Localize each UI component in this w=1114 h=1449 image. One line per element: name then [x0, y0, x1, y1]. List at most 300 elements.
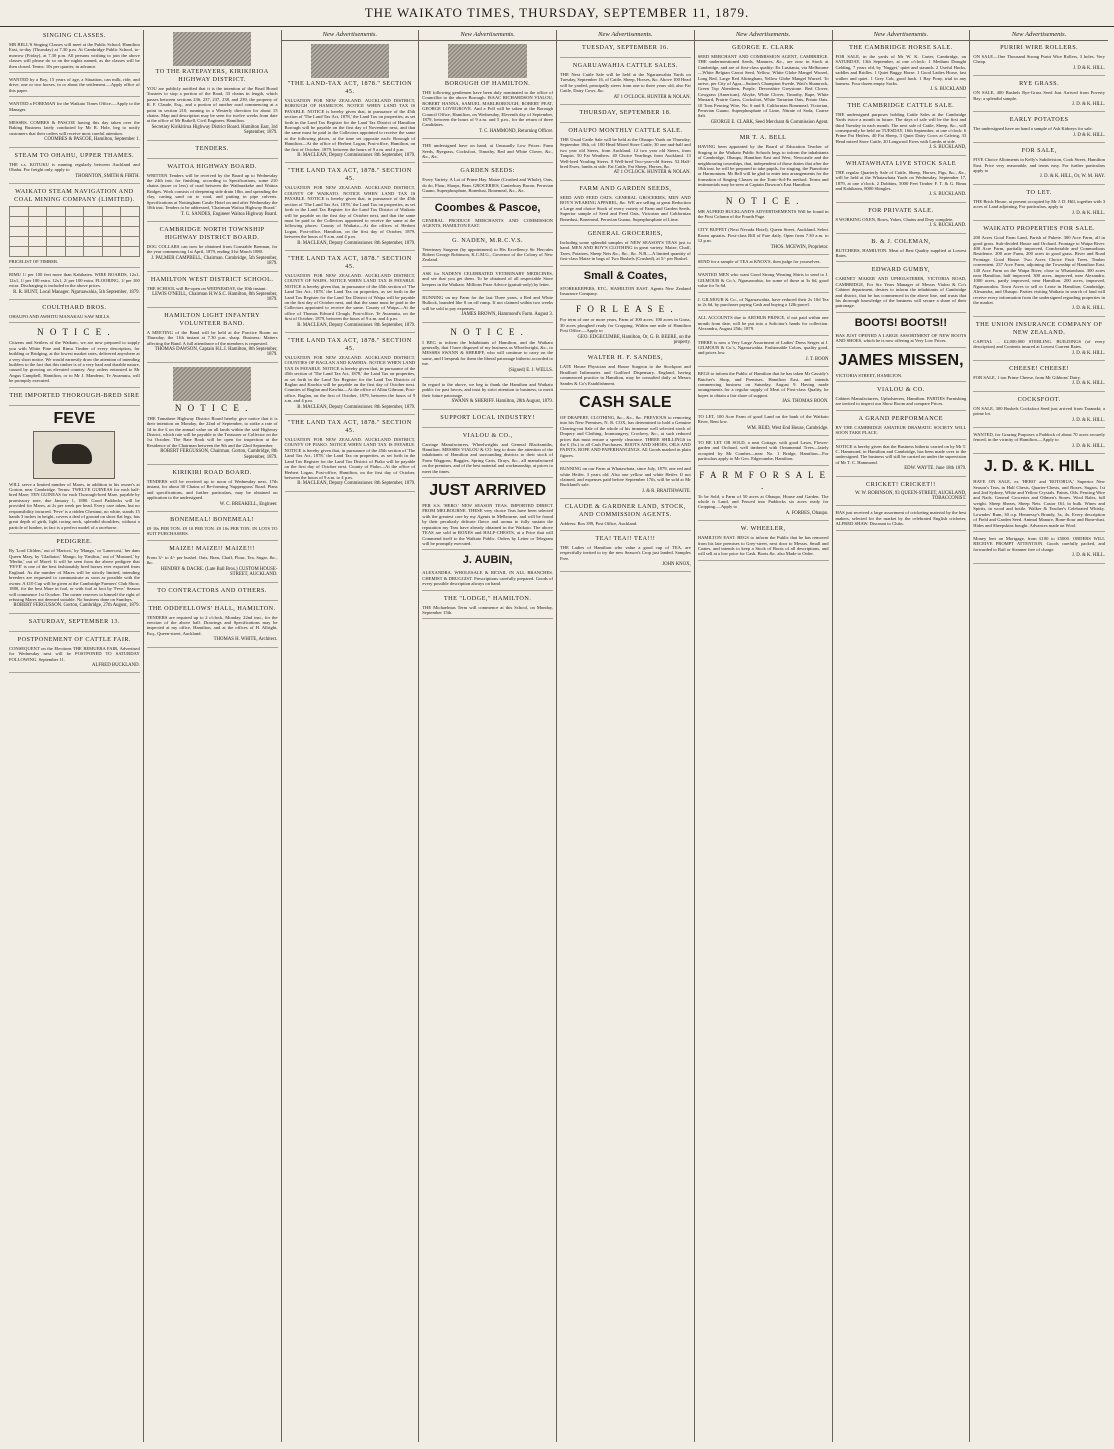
advertisement-title: CLAUDE & GARDNER LAND, STOCK, AND COMMISSION AGENTS. [564, 503, 686, 519]
advertisement [836, 160, 967, 203]
advertisement-signature: W. W. ROBINSON, 93 QUEEN-STREET, AUCKLAND, TOBACCONIST. [855, 490, 967, 502]
table-cell [47, 216, 66, 226]
advertisement [422, 44, 553, 139]
advertisement-title: "THE LAND TAX ACT, 1878." SECTION 45. [287, 419, 412, 435]
advertisement-body: Money lent on Mortgage, from £100 to £5000. ORDERS WILL RECEIVE PROMPT ATTENTION. Goods carefully packed, and forwarded to Rail or Steamer free of charge. [973, 535, 1105, 552]
advertisement [560, 535, 691, 573]
advertisement [698, 470, 829, 522]
advertisement-title: Coombes & Pascoe, [434, 201, 541, 214]
advertisement-title: TO THE RATEPAYERS, KIRIKIRIOA HIGHWAY DISTRICT. [155, 68, 269, 83]
advertisement-title: WALTER H. F. SANDES, [587, 354, 664, 362]
advertisement-body: LATE House Physician and House Surgeon to the Stockport and Bradford Infirmaries and Guilford Dispensary, England, having commenced practice in Hamilton, may be consulted daily at Messrs Sandes & Co's Establishment. [560, 364, 691, 386]
advertisement [147, 516, 278, 541]
advertisement-title: W. WHEELER, [740, 525, 786, 533]
advertisement [285, 44, 416, 163]
advertisement-title: PURIRI WIRE ROLLERS. [1000, 44, 1079, 51]
advertisement [560, 466, 691, 499]
advertisement-title: TO CONTRACTORS AND OTHERS. [157, 586, 267, 594]
table-cell [28, 206, 47, 216]
advertisement [836, 266, 967, 312]
advertisement-signature: J. S. BUCKLAND. [929, 223, 967, 229]
column-heading: New Advertisements. [282, 30, 419, 41]
advertisement-title: THE UNION INSURANCE COMPANY OF NEW ZEALAND. [975, 320, 1103, 336]
advertisement-body: VALUATION FOR NEW ZEALAND. AUCKLAND DISTRICT, COUNTIES OF RAGLAN AND KAWHIA. NOTICE WHEN LAND TAX IS PAYABLE. NOTICE is hereby given that, in pursuance of the 45th section of 'The Land Tax Act, 1878,' the Land Tax on properties, as set forth in the Land Tax Register for the Land Tax Districts of Raglan and Kawhia will be payable on the first day of October next. Counties of Raglan and Kawhia—At the office of Allan Gilmour, Post-office, Raglan, on the first of October, 1879, between the hours of 9 a.m. and 4 p.m. [284, 355, 416, 404]
advertisement-title: POSTPONEMENT OF CATTLE FAIR. [17, 635, 132, 643]
advertisement-title: N O T I C E . [450, 326, 525, 337]
advertisement-body: TO LET, 100 Acre Farm of good Land on the bank of the Waikato River, Rent low. [697, 413, 829, 425]
advertisement [147, 32, 278, 141]
advertisement [973, 147, 1105, 185]
advertisement [9, 304, 140, 323]
advertisement-title: FOR SALE, [1021, 147, 1057, 155]
advertisement [422, 167, 553, 197]
table-cell [84, 226, 103, 236]
advertisement-title: F A R M F O R S A L E . [699, 469, 827, 491]
advertisement-signature: T. G. SANDES, Engineer Waitoa Highway Board. [180, 211, 278, 217]
advertisement [836, 481, 967, 507]
advertisement-body: 200 Acres Good Farm Land, Parish of Pukete. 300 Acre Farm, all in good grass. Sub-divided House and Orchard. Frontage to Waipa River. 400 Acre Farm, partially improved, Comfortable and Commodious Residence. 200 acre Farm, 200 acres in good grass. River and Road Frontage. Good House. Two Acres Choice Fruit Trees. Timber convenient. 237 Acre Farm, adjoining the Township of Hamilton East. 140 Acre Farm on the Waipa River, close to Whatawhata. 300 acres near Hamilton, half improved. 300 acres, improved, near Alexandra. 1000 acres, partly improved, near Hamilton. 200 acres, improved, Ngaruawahia. Town Acres to sell or Lease in Hamilton, Cambridge, Alexandra, and Ohaupo. Parties visiting Waikato in search of land will receive every information from the undersigned regarding properties in the market. [973, 235, 1105, 305]
advertisement-title: MAIZE! MAIZE!! MAIZE!!! [169, 544, 255, 552]
table-cell [102, 236, 121, 246]
advertisement-body: Veterinary Surgeon (by appointment) to His Excellency Sir Hercules Robert George Robinson, K.C.M.G., Governor of the Colony of New Zealand. [422, 246, 553, 263]
advertisement-signature: J. D. & K. HILL. [1071, 102, 1105, 108]
advertisement-body: To be Sold, a Farm of 50 acres at Ohaupo, House and Garden. The whole is Land, and Fenced into Paddocks six acres ready for Cropping.—Apply to [697, 493, 829, 510]
advertisement-signature: B. MACLEAN, Deputy Commissioner. 8th September, 1879. [297, 404, 416, 410]
advertisement-signature: EDW. WAYTE. June 18th 1879. [904, 466, 967, 472]
advertisement-title: VIALOU & CO. [876, 386, 925, 393]
advertisement-body: HAS just received a large assortment of cricketing material by the best makers, selected for the market by the celebrated English cricketer, ALFRED SHAW. Discount to Clubs. [835, 510, 967, 527]
advertisement-body: BUTCHERS, HAMILTON. Meat of Best Quality supplied at Lowest Rates. [835, 247, 967, 258]
advertisement [973, 44, 1105, 76]
advertisement-signature: R. R. HUNT, Local Manager. Ngaruawahia, 5th September, 1879. [13, 289, 140, 295]
advertisement-body: BEGS to inform the Public of Hamilton that he has taken Mr Cassidy's Butcher's Shop, and Premises, Hamilton East, and intends commencing business on Saturday, August 9. Having made arrangements for a regular supply of Meat of First-class Quality, he hopes to obtain a fair share of support. [697, 371, 829, 398]
advertisement [698, 315, 829, 335]
advertisement-body: Cabinet Manufacturers, Upholsterers, Hamilton. PARTIES Furnishing are invited to inspect our Show Room and compare Prices. [835, 396, 967, 407]
advertisement-title: A GRAND PERFORMANCE [858, 414, 944, 422]
advertisement-signature: W. C. BREAKELL, Engineer. [219, 501, 278, 507]
advertisement [836, 207, 967, 234]
advertisement-title: HAMILTON WEST DISTRICT SCHOOL. [150, 275, 274, 283]
table-cell [10, 206, 29, 216]
advertisement [698, 134, 829, 191]
advertisement [422, 202, 553, 233]
advertisement-title: GENERAL GROCERIES, [587, 229, 663, 237]
advertisement-signature: GEO. EDGECUMBE, Hamilton, Or, G. B. BEERE, on the property. [577, 334, 691, 345]
advertisement-body: THE following gentlemen have been duly nominated to the office of Councillor to the above Borough: ISAAC RICHARDSON VIALOU, ROBERT HANNA, SAMUEL MARLBOROUGH, ROBERT PEAT, GEORGE LOVEGROVE. And a Poll will be taken at the Borough Council Office, Hamilton, on Wednesday, Eleventh day of September, 1879, between the hours of 9 a.m. and 5 p.m., for the return of three Candidates. [422, 90, 553, 128]
advertisement-title: HAMILTON LIGHT INFANTRY VOLUNTEER BAND. [164, 311, 261, 327]
table-cell [102, 216, 121, 226]
advertisement [973, 365, 1105, 392]
advertisement-body: HAS JUST OPENED A LARGE ASSORTMENT OF NEW BOOTS AND SHOES, which he is now offering at Very Low Prices. [835, 332, 967, 344]
advertisement [422, 327, 553, 378]
advertisement-title: WAIKATO PROPERTIES FOR SALE. [983, 225, 1096, 233]
advertisement [698, 371, 829, 409]
advertisement-title: NGARUAWAHIA CATTLE SALES. [572, 62, 679, 69]
table-cell [47, 206, 66, 216]
advertisement-signature: J. D. & K. HILL. [1071, 417, 1105, 423]
advertisement-signature: HENDRY & DACRE. (Late Ball Bros.) CUSTOM HOUSE-STREET, AUCKLAND. [160, 566, 278, 578]
advertisement [560, 109, 691, 123]
advertisement-signature: SWANN & SHERIFF. Hamilton, 28th August, 1879. [451, 399, 553, 405]
advertisement [973, 116, 1105, 143]
table-cell [47, 236, 66, 246]
advertisement-title: F O R L E A S E . [576, 304, 675, 315]
advertisement-body: By 'Lord Clifden,' out of 'Haricot,' by 'Mango,' or 'Lanercost,' her dam Queen Mary, by 'Gladiator;' Mango, by 'Emilius,' out of 'Mustard,' by 'Merlin,' out of Morel. It will be seen from the above pedigree that 'FEVE' is one of the best fashionably bred horses ever exported from England. As the number of Mares will be strictly limited, intending breeders are requested to communicate as soon as possible with the owner. A £10 Cup will be given at the Cambridge Farmers' Club Show, 1880, for the best Mare in foal, or with foal at foot by 'Feve.' Season will commence 1st October. The owner reserves to himself the right of refusing Mares not deemed suitable. No business done on Sundays. [9, 548, 140, 602]
advertisement-title: COCKSFOOT. [1017, 395, 1061, 403]
table-cell [121, 236, 140, 246]
advertisement [9, 32, 140, 73]
advertisement-signature: J. D & K. HILL. [1073, 65, 1105, 71]
advertisement-body: FOR SALE, in the yards of Mr W. K. Carter, Cambridge, on SATURDAY, 13th September, at one o'clock: 1 Medium Draught Gelding, 7 years old, by 'Nugget,' quiet and staunch. 2 Useful Hacks, saddles and Bridles. 1 Quiet Buggy Horse. 1 Good Ladies Horse, fast walker and quiet. 1 Grey Cob, good hack. 1 Bay Pony, trial in any harness. Four dozen empty Sacks. [835, 54, 967, 87]
advertisement-signature: JAMES BROWN, Hammond's Farm. August 3. [461, 312, 553, 318]
advertisement-body: Carriage Manufacturers, Wheelwrights and General Blacksmiths, Hamilton. MESSRS VIALOU & CO. beg to draw the attention of the inhabitants of Hamilton and surrounding districts to their stock of Farm Waggons, Buggies, Spring Carts, Drays, &c., all manufactured on the premises, and of the best material and workmanship, at prices to meet the times. [422, 441, 553, 474]
advertisement-body: CONSEQUENT on the Elections THE REMUERA FAIR, Advertised for Wednesday next will be POSTPONED TO SATURDAY FOLLOWING. September 11. [9, 645, 140, 662]
table-cell [28, 226, 47, 236]
advertisement-title: FEVE [53, 409, 96, 427]
advertisement-title: CRICKET! CRICKET!! [866, 480, 936, 488]
advertisement-title: WHATAWHATA LIVE STOCK SALE [845, 159, 956, 167]
advertisement-body: NOTICE is hereby given that the Business hitherto carried on by Mr T. C. Hammond, in Hamilton and Cambridge, has been made over to the undersigned. The business will still be carried on under the supervision of Mr T. C. Hammond. [835, 443, 967, 465]
advertisement [422, 271, 553, 291]
advertisement-signature: J. D. & K. HILL. [1071, 210, 1105, 216]
advertisement-body: HAMILTON EAST. BEGS to inform the Public that he has removed from his late premises to Grey-street, next door to Messrs. Small and Coates, and intends to keep a Stock of Boots of all descriptions, and will sell at a low price for Cash. Boots &c. also Made to Order. [697, 535, 829, 557]
advertisement-title: SUPPORT LOCAL INDUSTRY! [440, 413, 535, 421]
advertisement-body: RIMU 1/ per 100 feet more than Kahikatea. WIRE BOARDS, 12x1, 12x1, 1/ per 100 extra. 12x1, 2/ per 100 extra. FLOORING, 1/ per 100 extra. Discharging is included in the above prices. [9, 272, 140, 289]
advertisement-body: THE Michaelmas Term will commence at this School, on Monday, September 15th. [422, 604, 553, 615]
table-cell [84, 246, 103, 256]
advertisement-title: MR T. A. BELL [739, 134, 787, 142]
advertisement [422, 414, 553, 428]
advertisement [973, 458, 1105, 532]
table-cell [102, 246, 121, 256]
advertisement-title: CHEESE! CHEESE! [1009, 365, 1070, 372]
advertisement-title: G. NADEN, M.R.C.V.S. [452, 236, 524, 244]
advertisement-signature: THOMAS DAWSON, Captain H.L.I. Hamilton, 8th September, 1879. [154, 346, 278, 358]
column-8 [970, 30, 1108, 1442]
advertisement [698, 259, 829, 268]
column-heading: New Advertisements. [557, 30, 694, 41]
advertisement-title: THURSDAY, SEPTEMBER 18. [579, 109, 672, 117]
advertisement-title: VIALOU & CO., [462, 431, 513, 439]
advertisement [973, 80, 1105, 112]
advertisement-title: BOOTS! BOOTS!! [854, 316, 948, 329]
advertisement [147, 367, 278, 465]
advertisement-signature: J. S. BUCKLAND [930, 87, 967, 93]
table-cell [121, 216, 140, 226]
advertisement [560, 394, 691, 462]
advertisement-body: TENDERS will be received up to noon of Wednesday next, 17th instant, for about 30 Chains of Re-forming 'Suppergrass' Road. Plans and specifications, and further particulars, may be obtained on application to the undersigned. [146, 479, 278, 501]
advertisement-signature: J. D. & K. HILL. [1071, 381, 1105, 387]
advertisement-body: MR ALFRED BUCKLAND'S ADVERTISEMENTS Will be found in the First Column of the Fourth Page. [697, 208, 829, 219]
advertisement-signature: THOS. MCEWIN, Proprietor. [770, 244, 829, 250]
advertisement-body: THE undersigned have on hand, at Unusually Low Prices: Farm Seeds, Ryegrass, Cocksfoot, Timothy, Red and White Clover, &c., &c., &c. [422, 143, 553, 160]
table-cell [10, 246, 29, 256]
advertisement-body: The undersigned have on hand a sample of Ash Kidneys for sale. [973, 126, 1093, 132]
table-cell [65, 246, 84, 256]
advertisement-title: THE CAMBRIDGE HORSE SALE. [849, 44, 953, 51]
woodcut-ornament [173, 367, 251, 401]
advertisement-signature: A. FORBES, Ohaupo. [785, 510, 829, 516]
advertisement-body: CITY BUFFET (Next Nevada Hotel), Queen Street, Auckland. Select Room upstairs. First-class Bill of Fare daily. Open from 7.30 a.m. to 12 p.m. [697, 227, 829, 244]
advertisement-signature: B. MACLEAN, Deputy Commissioner. 8th September, 1879. [297, 240, 416, 246]
advertisement [698, 340, 829, 368]
advertisement-body: YOU are publicly notified that it is the intention of the Road Board Trustees to stop a portion of the Road, 33 chains in length, which passes between sections 236, 237, 237, 238, and 239, the property of R. F. Claude, Esq., and a portion of another road commencing at a point in section 210, running in a Westerly direction for about 15 chains. Map and description may be seen for twelve weeks from date at the office of Mr Brakell, Civil Engineer, Hamilton. [146, 86, 278, 124]
advertisement-title: SINGING CLASSES. [42, 32, 106, 39]
advertisement-signature: ALFRED BUCKLAND. [92, 662, 140, 668]
advertisement-signature: T. C. HAMMOND, Returning Officer. [479, 128, 553, 134]
advertisement-title: STEAM TO OHAHU, UPPER THAMES. [14, 151, 135, 159]
advertisement-title: RYE GRASS. [1019, 80, 1060, 88]
table-cell [65, 226, 84, 236]
advertisement-body: VALUATION FOR NEW ZEALAND. AUCKLAND DISTRICT, COUNTY OF WAIKATO. NOTICE WHEN LAND TAX IS PAYABLE. NOTICE is hereby given that, in pursuance of the 45th section of 'The Land Tax Act, 1878,' the Land Tax on properties, as set forth in the Land Tax Register for the Land Tax District of Waikato will be payable on the first day of October next, and that the same must be paid to the Collectors appointed to receive the same at the following places: County of Waikato—At the offices of Herbert Logan, Post-office, Hamilton, on the first day of October, 1879, between the hours of 9 a.m. and 4 p.m. [284, 185, 416, 240]
advertisement [698, 440, 829, 466]
advertisement-signature: J. D. & K. HILL. [1071, 443, 1105, 449]
advertisement-title: TEA! TEA!! TEA!!! [595, 534, 656, 542]
woodcut-ornament [173, 32, 251, 66]
advertisement [836, 386, 967, 411]
advertisement-body: ALEXANDRA. WHOLESALE & RETAIL IN ALL BRANCHES. CHEMIST & DRUGGIST. Prescriptions carefully prepared. Goods of every possible description always on hand. [422, 570, 553, 587]
table-cell [121, 206, 140, 216]
advertisement-body: WANTED MEN who want Good Strong Wearing Shirts to send to J. GILMOUR & Co.'s, Ngaruawahia, for some of those at 3s 6d, good value for 5s 6d. [697, 272, 829, 289]
advertisement-title: EARLY POTATOES [1009, 116, 1069, 124]
advertisement-signature: WM. REID, West End House, Cambridge. [747, 425, 829, 431]
advertisement [836, 44, 967, 98]
advertisement [285, 255, 416, 333]
advertisement-body: THE regular Quarterly Sale of Cattle, Sheep, Horses, Pigs, &c., &c., will be held at the Whatawhata Yards on Wednesday, September 17, 1879, at one o'clock. 2 Dobbins, 5000 Feet Timber F. T. & G. Rimu and Kahikatea, 8000 Shingles. [835, 169, 967, 191]
column-heading: New Advertisements. [833, 30, 970, 41]
advertisement [698, 414, 829, 436]
advertisement-signature: J. PALMER CAMPBELL, Chairman. Cambridge, 5th September, 1879. [151, 255, 278, 267]
advertisement [147, 226, 278, 272]
advertisement [973, 321, 1105, 361]
column-7 [833, 30, 971, 1442]
table-cell [65, 236, 84, 246]
advertisement [285, 167, 416, 250]
advertisement-signature: J. D. & K. HILL. [1071, 350, 1105, 356]
advertisement-body: VALUATION FOR NEW ZEALAND. AUCKLAND DISTRICT, COUNTY OF WAIPA. NOTICE WHEN LAND TAX IS PAYABLE. NOTICE is hereby given that, in pursuance of the 45th section of 'The Land Tax Act, 1878,' the Land Tax on properties, as set forth in the Land Tax Register for the Land Tax District of Waipa will be payable on the first day of October next, and that the same must be paid to the Collectors appointed to receive the same. County of Waipa—At the office of Thomas Edward Clough, Post-office, Te Awamutu, on the first of October, 1879, between the hours of 9 a.m. and 4 p.m. [284, 272, 416, 322]
advertisement-signature: B. MACLEAN, Deputy Commissioner. 8th September, 1879. [297, 481, 416, 487]
advertisement-body: ON SALE, 400 Bushels Rye-Grass Seed Just Arrived from Poverty Bay; a splendid sample. [973, 90, 1105, 101]
advertisement-body: SEND for a sample of TEA at KNOX'S, then judge for yourselves. [697, 258, 821, 264]
advertisement [973, 536, 1105, 564]
advertisement-body: SEED MERCHANT AND COMMISSION AGENT, CAMBRIDGE. THE undermentioned Seeds, Manures, &c., are now in Stock at Cambridge, and are of first-class quality: Ex Lusitania, via Melbourne—White Belgian Carrot Seed, Yellow, White Globe Mangel Wurzel, Long Red, Large Red Altringham, Yellow Globe Mangel Wurzel. To arrive, per City of Agra—Sutton's Champion Swede, Watt's Shamrock, Green Top Aberdeen, Purple, Devonshire Greystone. Red Clover, Cowgrass (American), Alsyke, White Clover, Timothy, Rape, White Mustard, Prairie Grass, Cocksfoot, White Tartarian Oats, Potato Oats. 10 Tons Fencing Wire, No. 6 and 8. Californian Bonemeal, Victorian, Peruvian Guano, Superphosphate of Lime, Nitrate of Soda, Coarse Salt. [697, 54, 829, 119]
advertisement-title: N O T I C E . [37, 327, 112, 338]
advertisement-body: £9 10s PER TON. £9 10 PER TON. £9 10s PER TON. IN LOTS TO SUIT PURCHASERS. [146, 526, 278, 537]
advertisement-body: WANTED a FOREMAN for the Waikato Times Office.—Apply to the Manager. [9, 101, 140, 112]
advertisement [836, 415, 967, 440]
advertisement-signature: AT 1 O'CLOCK. HUNTER & NOLAN. [613, 170, 691, 176]
advertisement [560, 230, 691, 266]
advertisement [560, 44, 691, 58]
advertisement [560, 304, 691, 350]
advertisement-title: BONEMEAL! BONEMEAL! [170, 516, 255, 524]
advertisement-body: ON SALE—One Thousand Strong Puriri Wire Rollers, 3 holes. Very Cheap. [973, 54, 1105, 65]
advertisement-body: THE s.s. KOTUKU is running regularly between Auckland and Ohahu. For freight only, apply to [9, 161, 140, 173]
advertisement-body: RUNNING on our Farm at Whatawhata, since July, 1879, one red and white Heifer, 3 years old. Also one yellow and white Heifer. If not claimed, and expenses paid before September 17th, will be sold at Mr Buckland's sale. [560, 466, 691, 488]
table-cell [102, 206, 121, 216]
advertisement [836, 352, 967, 382]
advertisement-body: OF DRAPERY, CLOTHING, &c., &c., &c. PREVIOUS to removing into his New Premises, N. R. COX, has determined to hold a Genuine Clearing-out Sale of the whole of his immense well selected stock of Drapery and Clothing, Ironmongery, Crockery, &c., at such reduced prices that must ensure a speedy clearance. THREE SHILLINGS in the £ (3s.) to all Cash Purchasers. BOOTS AND SHOES, OILS AND PAINTS, ROPE AND PAPERHANGINGS. All Goods marked in plain figures. [560, 415, 691, 458]
table-cell [10, 226, 29, 236]
advertisement-body: TENDERS are required up to 2 o'clock, Monday, 22nd inst., for the erection of the above hall. Drawings and Specifications may be inspected at my office, Hamilton, and at the offices of H. Allright, Esq., Queen-street, Auckland. [146, 614, 278, 636]
advertisement-body: THE SCHOOL will Re-open on WEDNESDAY, the 10th instant. [146, 285, 267, 291]
advertisement-signature: J. & R. BRAITHWAITE. [641, 488, 691, 494]
advertisement-body: STOREKEEPERS, ETC., HAMILTON EAST. Agents New Zealand Insurance Company. [560, 285, 691, 296]
column-heading: New Advertisements. [695, 30, 832, 41]
table-cell [28, 216, 47, 226]
advertisement [9, 101, 140, 116]
advertisement-signature: LEWIS O'NEILL, Chairman H.W.S.C. Hamilton, 8th September, 1879. [152, 291, 278, 303]
advertisement [836, 510, 967, 530]
table-cell [47, 226, 66, 236]
advertisement-title: "THE LAND TAX ACT, 1878." SECTION 45. [287, 167, 412, 183]
advertisement-body: THE undersigned purposes holding Cattle Sales at the Cambridge Yards twice a month in future. The days of sale will be the first and third Tuesday in each month. The next sale of Cattle, Sheep, &c., will consequently be held on TUESDAY, 16th September, at one o'clock: 6 Prime Fat Heifers, 40 Fat Sheep, 3 Quiet Dairy Cows at Calving, 33 Head mixed Store Cattle, 20 Longwool Ewes with Lambs at side. [835, 111, 967, 144]
advertisement-title: N O T I C E . [725, 195, 801, 206]
advertisement [973, 189, 1105, 221]
advertisement [836, 238, 967, 263]
advertisement-body: WANTED by a Boy, 15 years of age, a Situation, can milk, ride, and drive, one or two horses, in or about the settlement.—Apply office of this paper. [9, 77, 140, 93]
advertisement-body: VALUATION FOR NEW ZEALAND. AUCKLAND DISTRICT, COUNTY OF PIAKO. NOTICE WHEN LAND TAX IS PAYABLE. NOTICE is hereby given that, in pursuance of the 45th section of 'The Land Tax Act, 1878,' the Land Tax on properties, as set forth in the Land Tax Register for the Land Tax District of Piako will be payable on the first day of October next. County of Piako—At the office of Herbert Logan, Post-office, Hamilton, on the first day of October, between the hours of 9 a.m. to 4 p.m. [284, 437, 416, 480]
advertisement-signature: JOHN KNOX, [662, 561, 691, 567]
advertisement-body: Every Variety. A Lot of Prime Hay. Maize (Crushed and Whole), Oats, do do, Flour, Sharps, Bran. GROCERIES, Canterbury Bacon. Peruvian Guano, Superphosphate, Bonedust, Bonemeal, &c., &c. [422, 177, 553, 194]
table-cell [65, 206, 84, 216]
advertisement-body: VICTORIA STREET, HAMILTON. [835, 372, 903, 378]
advertisement-body: THE Tamahere Highway District Board hereby give notice that it is their intention on Monday, the 22nd of September, to strike a rate of 1d in the £ on the annual value on all lands within the said Highway District, which rate will be payable to the Treasurer or Collector on the 1st October. The Rate Book will be open for inspection at the Residence of the Chairman between the 9th and the 22nd September. [146, 415, 278, 448]
table-cell [10, 216, 29, 226]
advertisement-signature: J. S. BUCKLAND. [929, 192, 967, 198]
advertisement-signature: THORNTON, SMITH & FIRTH. [75, 173, 140, 179]
advertisement [422, 143, 553, 163]
advertisement-body: MESSRS. COMBES & PASCOE having this day taken over the Baking Business lately conducted by Mr R. Hole, beg to notify customers that their orders will receive most careful attention. [9, 120, 140, 136]
advertisement-title: J. AUBIN, [462, 554, 513, 567]
advertisement [9, 410, 140, 535]
advertisement-signature: J. T. BOON [805, 356, 829, 362]
advertisement [422, 295, 553, 323]
advertisement [9, 392, 140, 406]
advertisement [698, 44, 829, 130]
advertisement [9, 636, 140, 674]
advertisement-title: JAMES MISSEN, [838, 351, 964, 369]
advertisement-title: TO LET. [1026, 188, 1052, 196]
advertisement-body: VALUATION FOR NEW ZEALAND. AUCKLAND DISTRICT, BOROUGH OF HAMILTON. NOTICE WHEN LAND TAX IS PAYABLE. NOTICE is hereby given that, in pursuance of the 45th section of 'The Land Tax Act, 1878,' the Land Tax on properties, as set forth in the Land Tax Register for the Land Tax District of Hamilton Borough will be payable on the first day of November next, and that the same must be paid to the Collectors appointed to receive the same at the following places, at the time set opposite each: Borough of Hamilton—At the office of Herbert Logan, Post-office, Hamilton, on the first of October, 1879, between the hours of 9 a.m. and 4 p.m. [284, 98, 416, 152]
advertisement-body: THE Brick House, at present occupied by Mr J. D. Hill, together with 3 acres of Land adjoining. For particulars, apply to [973, 198, 1105, 210]
columns-grid [6, 30, 1108, 1442]
advertisement-body: WANTED, for Grazing Purposes a Paddock of about 70 acres securely fenced, in the vicinity of Hamilton.—Apply to [973, 432, 1105, 443]
advertisement-body: RUNNING on my Farm for the last Three years, a Red and White Bullock, branded like 8 on off rump. If not claimed within two weeks will be sold to pay expenses. [422, 294, 553, 311]
advertisement [698, 525, 829, 561]
advertisement [560, 354, 691, 390]
advertisement-signature: JAS. THOMAS BOON. [781, 399, 829, 405]
advertisement-title: B. & J. COLEMAN, [871, 237, 931, 245]
advertisement-title: CAMBRIDGE NORTH TOWNSHIP HIGHWAY DISTRICT BOARD. [159, 225, 265, 241]
advertisement [560, 185, 691, 226]
advertisement-title: "THE LAND TAX ACT, 1878." SECTION 45. [287, 337, 412, 352]
advertisement-body: THE Ladies of Hamilton who value a good cup of TEA, are respectfully invited to try the new Season's Crop just landed. Samples Free. [560, 544, 691, 561]
advertisement [422, 432, 553, 478]
advertisement [698, 272, 829, 292]
advertisement-signature: ROBERT FERGUSSON. Gorton, Cambridge, 27th August, 1879. [13, 603, 140, 609]
advertisement-title: JUST ARRIVED [429, 482, 546, 500]
advertisement [836, 317, 967, 348]
advertisement [698, 227, 829, 255]
advertisement-body: Citizens and Settlers of the Waikato, we are now prepared to supply you with White Pine and Rimu Timber of every description, for building or Bridging, at the lowest market rates, delivered anywhere at a very short notice. We would earnestly draw the attention of intending builders to the fact that this timber is of a very hard and durable nature, caused by growing on elevated country. Any orders entrusted to Mr Angus Campbell, Hamilton, or to Mr J. Mandeno, Te Awamutu, will be promptly executed. [9, 340, 140, 384]
advertisement-title: "THE LAND-TAX ACT, 1878." SECTION 45. [287, 80, 413, 95]
advertisement-body: J. GILMOUR & Co., of Ngaruawahia, have reduced their 2s 10d Tea to 2s 6d, by purchaser paying Cash and buying a 12lb parcel. [697, 296, 829, 307]
advertisement-signature: J. D. & K. HILL. [1071, 306, 1105, 312]
advertisement [9, 77, 140, 97]
column-2 [144, 30, 282, 1442]
advertisement [560, 62, 691, 105]
advertisement-body: BY THE CAMBRIDGE AMATEUR DRAMATIC SOCIETY WILL SOON TAKE PLACE. [835, 424, 967, 436]
column-3 [282, 30, 420, 1442]
advertisement-body: FIVE Choice Allotments in Kelly's Subdivision, Cook Street, Hamilton East. Price very reasonable, and terms easy. For further particulars apply to [973, 157, 1105, 174]
advertisement [836, 102, 967, 156]
advertisement-signature: J. S. BUCKLAND, [929, 145, 967, 151]
advertisement-signature: J. D. & K. HILL. [1071, 553, 1105, 559]
advertisement-body: For term of one or more years, Farm of 300 acres. 100 acres in Grass, 30 acres ploughed ready for Cropping. Within one mile of Hamilton Post Office.—Apply to [560, 317, 691, 334]
table-cell [121, 226, 140, 236]
advertisement-body: MR BELL'S Singing Classes will meet at the Public School, Hamilton East, to-day (Thursday) at 7.30 p.m. At Cambridge Public School, to-morrow (Friday), at 7.30 p.m. All persons wishing to join the above classes will please do so on the nights named, as the classes will be then closed. Terms: 10s per quarter, in advance. [9, 42, 140, 69]
advertisement-signature: ROBERT FERGUSSON, Chairman. Gorton, Cambridge, 8th September, 1879. [160, 449, 278, 460]
advertisement [973, 396, 1105, 428]
advertisement [147, 605, 278, 648]
advertisement-title: CASH SALE [579, 394, 672, 411]
advertisement [422, 382, 553, 410]
advertisement [285, 337, 416, 415]
advertisement [9, 120, 140, 148]
table-cell [47, 246, 66, 256]
advertisement [560, 503, 691, 530]
advertisement-signature: J. D. & K. HILL, Or, W. M. HAY. [1039, 174, 1105, 180]
advertisement-body: THE Next Cattle Sale will be held at the Ngaruawahia Yards on Tuesday, September 16, of Cattle, Sheep, Horses, &c. Above 100 Head will be yarded, principally steers from one to three years old, also Fat Cattle, Dairy Cows, &c. [560, 72, 691, 94]
advertisement-title: THE CAMBRIDGE CATTLE SALE. [847, 101, 955, 109]
advertisement-body: DOG COLLARS can now be obtained from Constable Brennan, for the year commencing 1st April, 1879, ending 31st March 1880. [146, 243, 278, 255]
advertisement-signature: AT 1 O'CLOCK. HUNTER & NOLAN. [613, 94, 691, 100]
advertisement [973, 225, 1105, 317]
advertisement-title: KIRIKIRI ROAD BOARD. [172, 469, 252, 477]
advertisement-body: PER S.S. 'HERO.' NEW SEASON TEAS. IMPORTED DIRECT FROM MELBOURNE. THESE very choice Teas have been selected with the greatest care by my Agents in Melbourne, and will be found by their peculiarly delicate flavor and aroma to fully sustain the reputation my Teas have already obtained in the Waikato. The above TEAS are sold in BOXES and HALF-CHESTS, at a Price that will Commend itself to the Waikato Public. Orders by Letter or Telegram will be promptly executed. [422, 503, 553, 546]
column-1 [6, 30, 144, 1442]
advertisement-title: TENDERS. [195, 144, 229, 152]
advertisement-title: Small & Coates, [583, 269, 667, 282]
column-4 [419, 30, 557, 1442]
column-heading: New Advertisements. [970, 30, 1108, 41]
advertisement [147, 545, 278, 583]
advertisement [422, 482, 553, 550]
advertisement-title: N O T I C E . [174, 402, 250, 413]
advertisement [147, 312, 278, 363]
advertisement [422, 554, 553, 590]
advertisement [147, 163, 278, 222]
table-cell [102, 226, 121, 236]
advertisement-body: HAVING been appointed by the Board of Education Teacher of Singing to the Waikato Public Schools begs to inform the inhabitants of Cambridge, Ohaupo, Hamilton East and West, Newcastle and the neighbouring townships, that, independent of those duties that after the 18th inst. he will be prepared to take pupils, for singing, the Pianoforte or Harmonium. Mr Bell will be glad to enter into arrangements for the formation of Singing Classes on the Tonic-Sol-Fa method. Terms and testimonials may be seen at Captain Dawson's East Hamilton. [697, 144, 829, 188]
advertisement-body: SEED AND FEED OATS. GENERAL GROCERIES, MEN AND BOY'S WEARING APPAREL, &c. WE are selling at great Reduction a Large and choice Stock of every variety of Farm and Garden Seeds. Superior sample of Seed and Feed Oats, Victorian and Californian Bonedust, Bonemeal, Peruvian Guano, Superphosphate of Lime. [560, 194, 691, 222]
advertisement-title: WAIKATO STEAM NAVIGATION AND COAL MINING COMPANY (LIMITED). [14, 187, 135, 203]
advertisement [9, 538, 140, 613]
advertisement [9, 188, 140, 268]
advertisement [560, 270, 691, 301]
advertisement [422, 595, 553, 620]
advertisement [836, 444, 967, 477]
advertisement-body: THERE is now a Very Large Assortment of Ladies' Dress Serges at J. GILMOUR & Co.'s, Ngaruawahia. Fashionable Colors, quality good, and prices low. [697, 339, 829, 356]
advertisement-body: WILL serve a limited number of Mares, in addition to his owner's at Gorton, near Cambridge. Terms: TWELVE GUINEAS for each half-bred Mare; TEN GUINEAS for each Thorough-bred Mare, payable by promissory note, due January 1, 1880. Good Paddocks will be provided for Mares, at 2s per week per head. Every care taken, but no responsibility incurred. 'Feve' is a ridden Chestnut, no white, stands 15 hands 3 inches in height, covers a deal of ground on short flat legs, has great depth of girth, light racing neck, splendid shoulders, without a particle of lumber, in fact is a perfect model of a racehorse. [9, 481, 140, 530]
advertisement-title: PEDIGREE. [56, 538, 93, 546]
advertisement-body: A MEETING of the Band will be held at the Practice Room on Thursday, the 11th instant at 7.30 p.m. sharp. Business: Matters affecting the Band. A full attendance of the members is requested. [146, 329, 278, 346]
advertisement-title: WAITOA HIGHWAY BOARD. [167, 162, 257, 170]
advertisement-body: WRITTEN Tenders will be received by the Board up to Wednesday the 24th inst. for finishing, according to Specifications, some 210 chains (more or less) of road between the Waiharakeke and Waitoa Bridges. Work consists of deepening side drain 18in. and spreading the clay, carting sand on to road, and putting in pipe culverts. Specifications at Nottingham Castle Hotel on and after Wednesday the 10th inst. Tenders to be addressed, 'Chairman Waitoa Highway Board.' [146, 172, 278, 211]
table-cell [84, 236, 103, 246]
masthead: THE WAIKATO TIMES, THURSDAY, SEPTEMBER 11, 1879. [0, 0, 1114, 27]
